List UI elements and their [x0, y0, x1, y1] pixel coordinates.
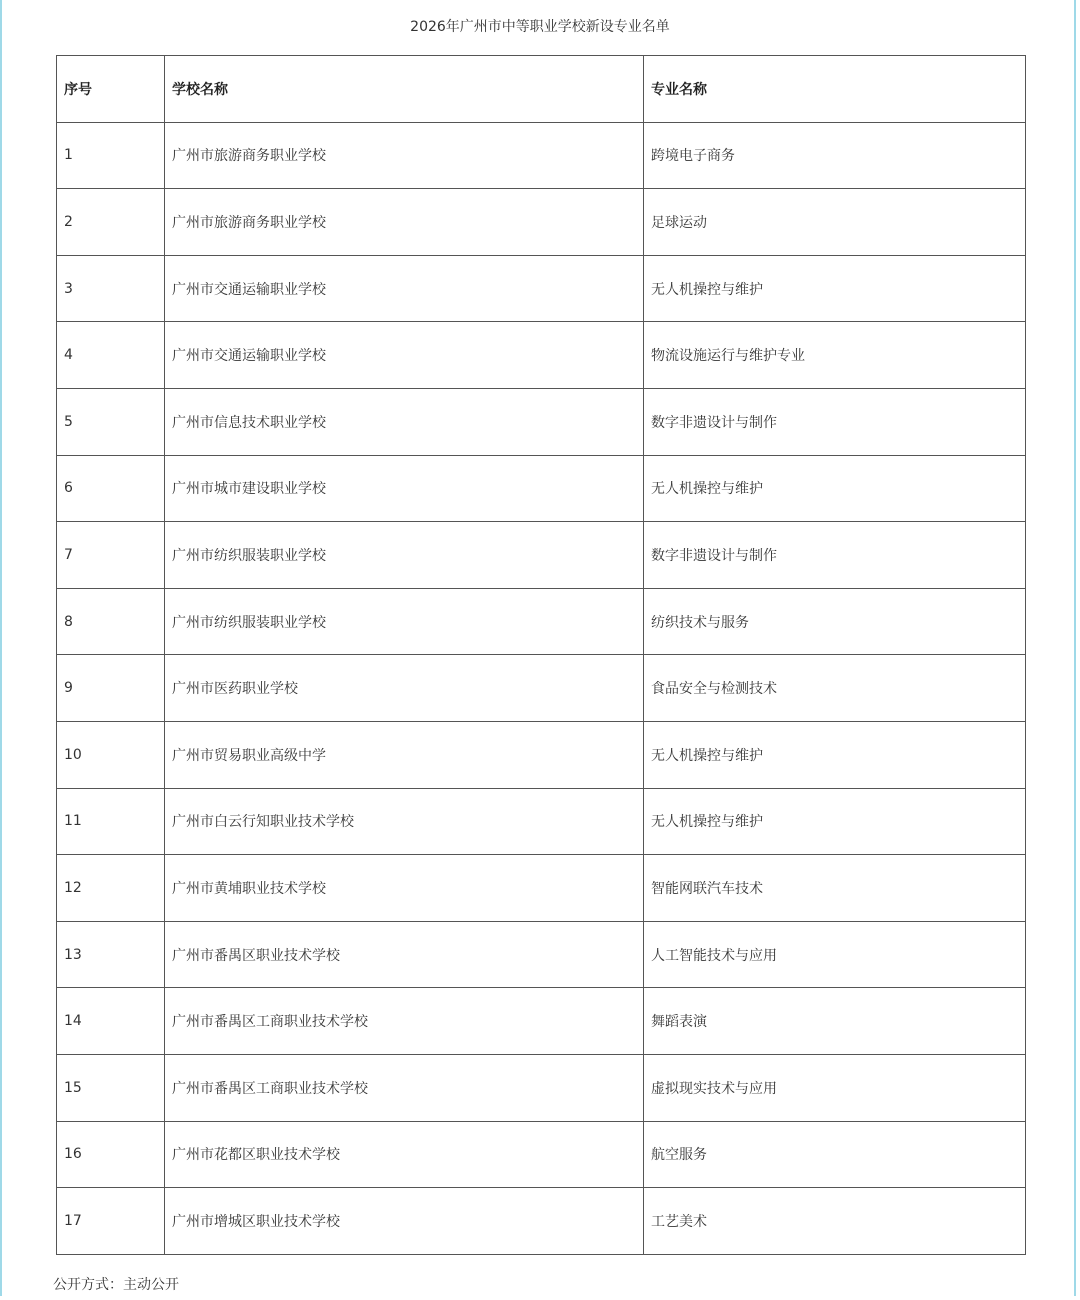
table-row	[57, 1054, 1026, 1121]
row-school-name: 广州市花都区职业技术学校	[165, 1121, 644, 1188]
row-school-name: 广州市贸易职业高级中学	[165, 721, 644, 788]
row-index: 12	[57, 855, 165, 922]
row-school-name: 广州市旅游商务职业学校	[165, 122, 644, 189]
row-school-name: 广州市城市建设职业学校	[165, 455, 644, 522]
table-row	[57, 721, 1026, 788]
row-major-name: 人工智能技术与应用	[644, 921, 1026, 988]
table-row	[57, 522, 1026, 589]
row-school-name: 广州市信息技术职业学校	[165, 388, 644, 455]
row-major-name: 舞蹈表演	[644, 988, 1026, 1055]
table-row	[57, 588, 1026, 655]
row-index: 17	[57, 1188, 165, 1255]
row-index: 5	[57, 388, 165, 455]
row-major-name: 数字非遗设计与制作	[644, 522, 1026, 589]
row-index: 6	[57, 455, 165, 522]
row-school-name: 广州市纺织服装职业学校	[165, 588, 644, 655]
header-major-name: 专业名称	[644, 56, 1026, 123]
row-major-name: 虚拟现实技术与应用	[644, 1054, 1026, 1121]
row-index: 3	[57, 255, 165, 322]
row-school-name: 广州市纺织服装职业学校	[165, 522, 644, 589]
table-row	[57, 1121, 1026, 1188]
row-index: 11	[57, 788, 165, 855]
table-row	[57, 921, 1026, 988]
row-index: 10	[57, 721, 165, 788]
table-row	[57, 655, 1026, 722]
table-row	[57, 855, 1026, 922]
row-index: 1	[57, 122, 165, 189]
row-school-name: 广州市交通运输职业学校	[165, 255, 644, 322]
table-row	[57, 322, 1026, 389]
row-school-name: 广州市番禺区职业技术学校	[165, 921, 644, 988]
row-school-name: 广州市医药职业学校	[165, 655, 644, 722]
row-school-name: 广州市旅游商务职业学校	[165, 189, 644, 256]
row-major-name: 物流设施运行与维护专业	[644, 322, 1026, 389]
majors-table	[56, 55, 1026, 1255]
table-header-row	[57, 56, 1026, 123]
row-major-name: 航空服务	[644, 1121, 1026, 1188]
row-index: 16	[57, 1121, 165, 1188]
row-index: 14	[57, 988, 165, 1055]
row-index: 7	[57, 522, 165, 589]
row-major-name: 食品安全与检测技术	[644, 655, 1026, 722]
table-row	[57, 988, 1026, 1055]
row-major-name: 足球运动	[644, 189, 1026, 256]
row-school-name: 广州市黄埔职业技术学校	[165, 855, 644, 922]
table-row	[57, 122, 1026, 189]
page-title: 2026年广州市中等职业学校新设专业名单	[410, 19, 670, 35]
row-index: 15	[57, 1054, 165, 1121]
row-index: 8	[57, 588, 165, 655]
row-major-name: 智能网联汽车技术	[644, 855, 1026, 922]
table-row	[57, 388, 1026, 455]
row-school-name: 广州市交通运输职业学校	[165, 322, 644, 389]
row-school-name: 广州市番禺区工商职业技术学校	[165, 1054, 644, 1121]
table-row	[57, 455, 1026, 522]
row-index: 13	[57, 921, 165, 988]
row-school-name: 广州市增城区职业技术学校	[165, 1188, 644, 1255]
row-major-name: 无人机操控与维护	[644, 255, 1026, 322]
row-major-name: 数字非遗设计与制作	[644, 388, 1026, 455]
row-major-name: 工艺美术	[644, 1188, 1026, 1255]
row-major-name: 无人机操控与维护	[644, 455, 1026, 522]
row-major-name: 无人机操控与维护	[644, 721, 1026, 788]
table-row	[57, 255, 1026, 322]
table-row	[57, 788, 1026, 855]
header-index: 序号	[57, 56, 165, 123]
row-school-name: 广州市番禺区工商职业技术学校	[165, 988, 644, 1055]
header-school-name: 学校名称	[165, 56, 644, 123]
row-major-name: 跨境电子商务	[644, 122, 1026, 189]
row-major-name: 无人机操控与维护	[644, 788, 1026, 855]
table-row	[57, 189, 1026, 256]
row-index: 4	[57, 322, 165, 389]
row-index: 9	[57, 655, 165, 722]
disclosure-method: 公开方式：主动公开	[53, 1277, 179, 1293]
table-row	[57, 1188, 1026, 1255]
row-major-name: 纺织技术与服务	[644, 588, 1026, 655]
row-school-name: 广州市白云行知职业技术学校	[165, 788, 644, 855]
row-index: 2	[57, 189, 165, 256]
table-body	[57, 122, 1026, 1254]
